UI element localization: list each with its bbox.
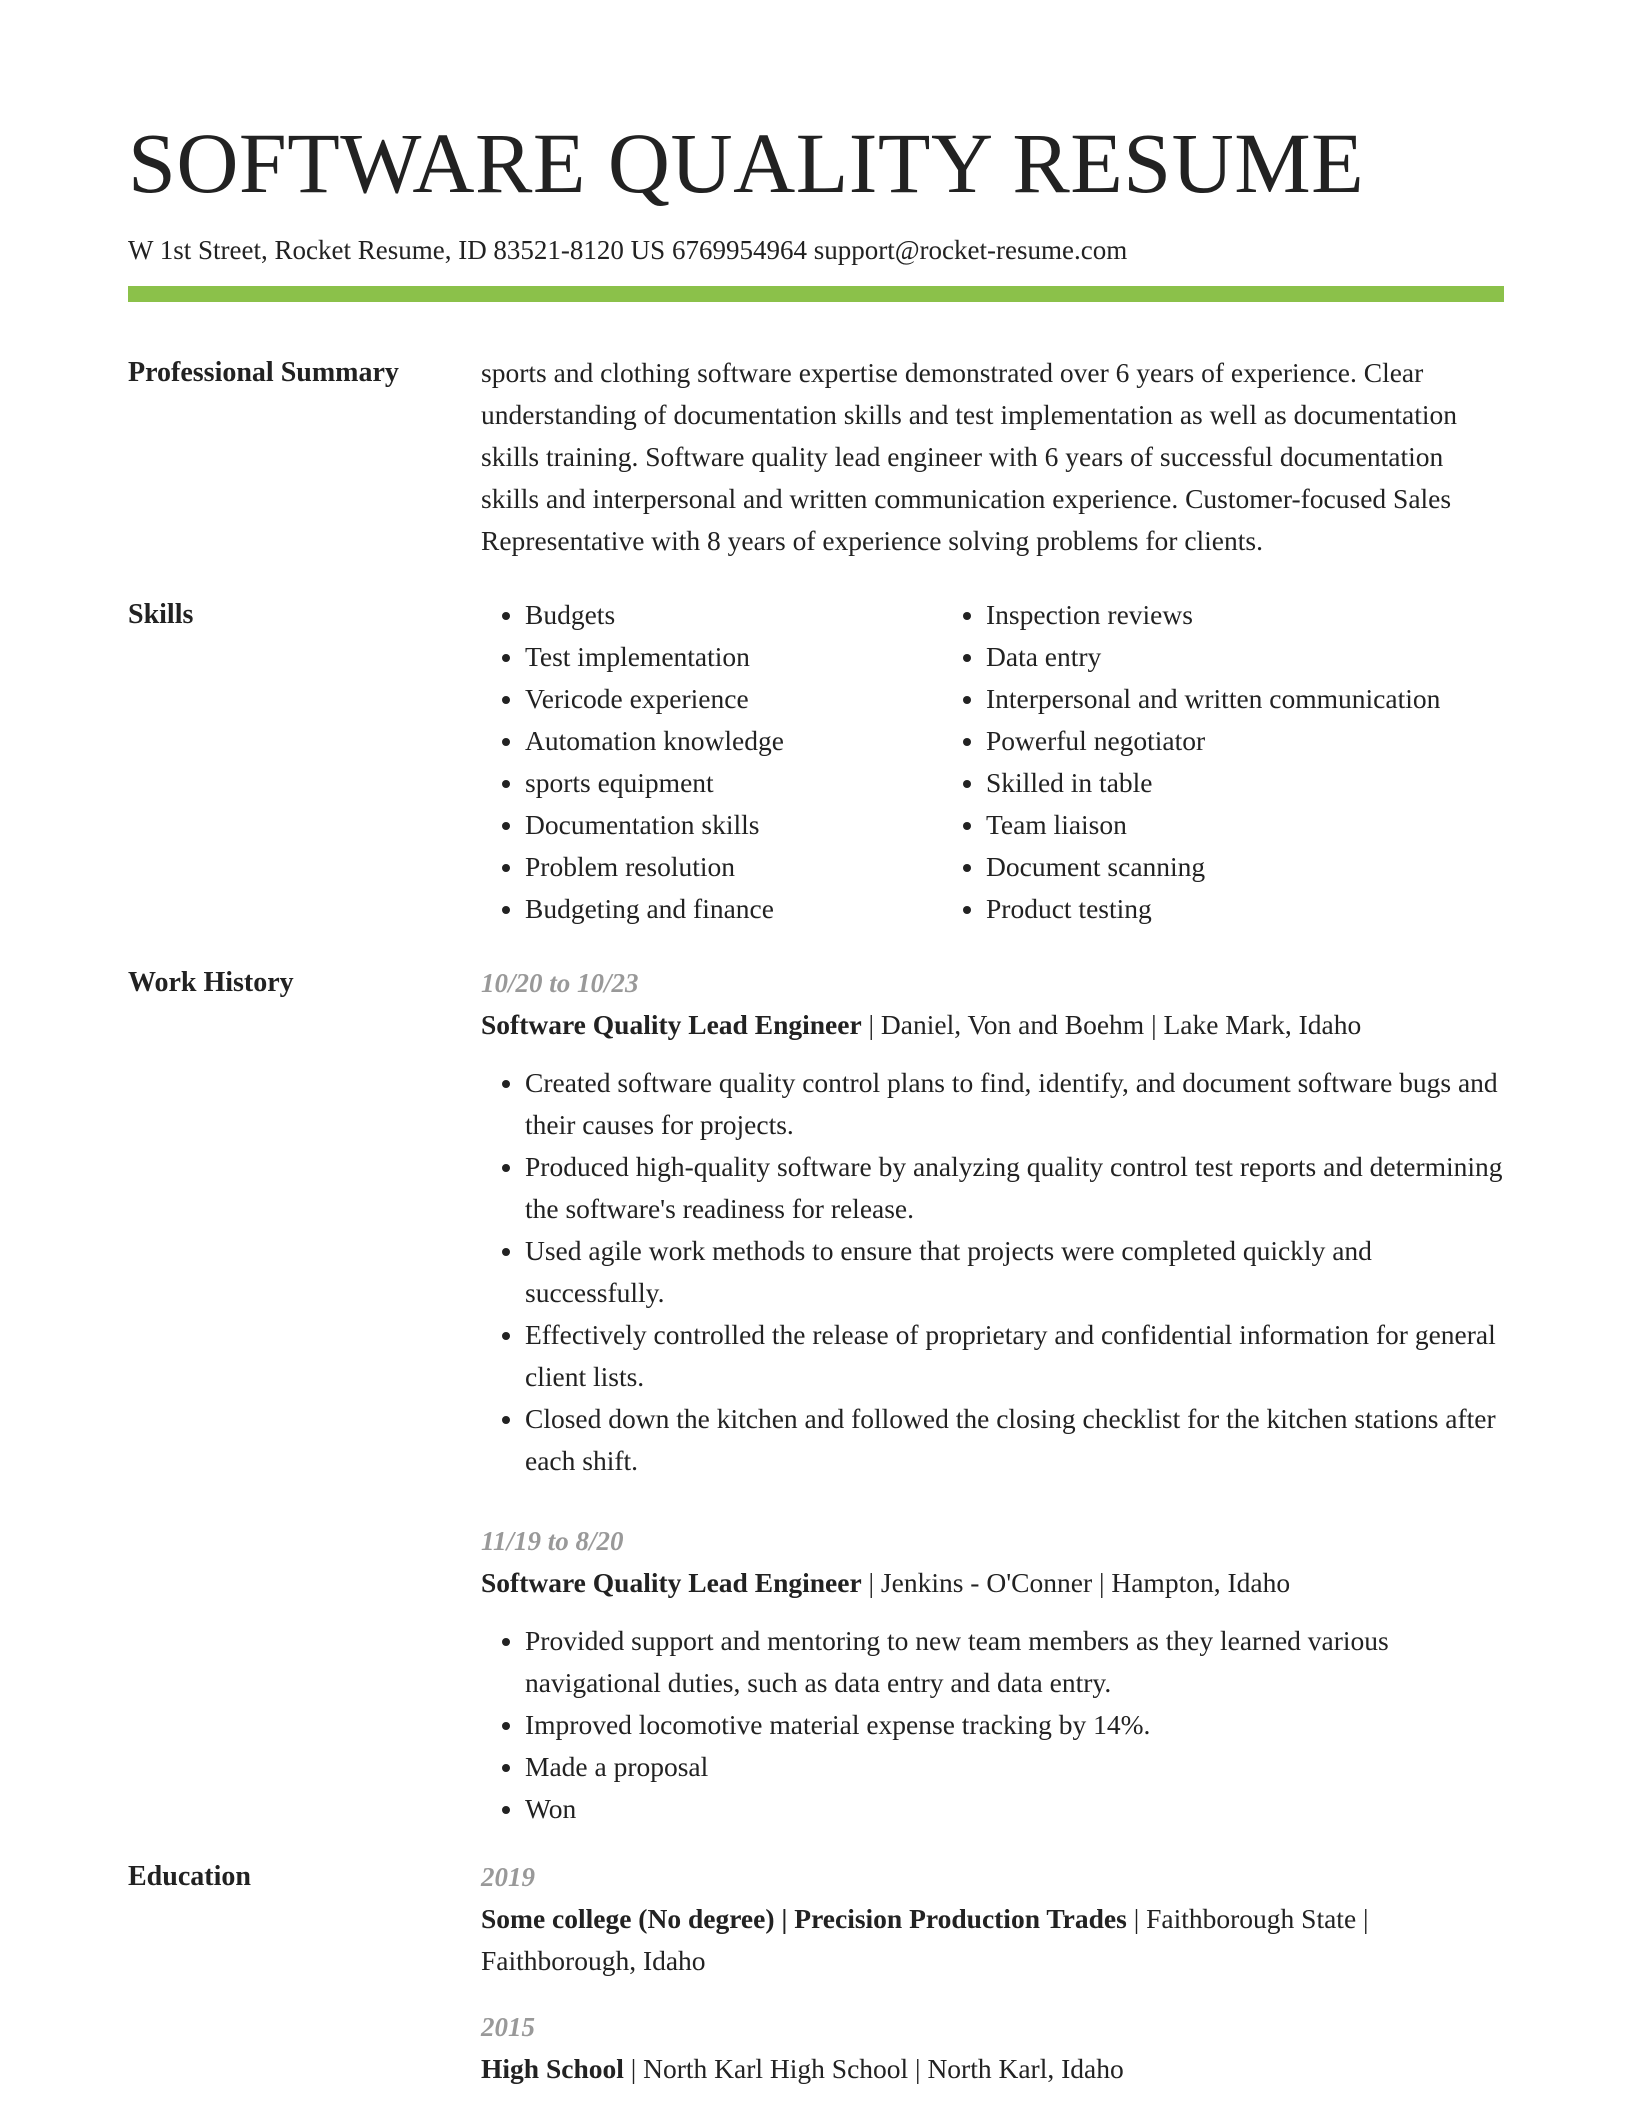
skill-item: • Skilled in table	[986, 762, 1440, 804]
skills-column-2	[942, 594, 1440, 930]
job-details: | Daniel, Von and Boehm | Lake Mark, Idaho	[861, 1009, 1362, 1041]
job-bullet: • Improved locomotive material expense tracking by 14%.	[525, 1704, 1504, 1746]
education-body	[481, 1856, 1504, 2090]
work-history-title: Work History	[128, 967, 294, 999]
skills-section	[128, 594, 1504, 930]
skill-item: • Vericode experience	[525, 678, 942, 720]
skill-item: • Data entry	[986, 636, 1440, 678]
resume-name: SOFTWARE QUALITY RESUME	[128, 115, 1365, 211]
summary-section	[128, 352, 1504, 562]
summary-text: sports and clothing software expertise demonstrated over 6 years of experience. Clear understanding of documentation skills and test implementation as well as documentation skills training. Software quality lead engineer with 6 years of successful documentation skills and interpersonal and written communication experience. Customer-focused Sales Representative with 8 years of experience solving problems for clients.	[481, 357, 1458, 557]
education-date: 2019	[481, 1862, 535, 1893]
job-bullets	[481, 1062, 1504, 1482]
skills-title: Skills	[128, 599, 194, 631]
job-entry	[481, 962, 1504, 1482]
job-entry	[481, 1520, 1504, 1830]
skill-item: • Budgeting and finance	[525, 888, 942, 930]
skill-item: • Team liaison	[986, 804, 1440, 846]
education-entry	[481, 2006, 1504, 2090]
header-rule	[128, 286, 1504, 302]
education-date: 2015	[481, 2012, 535, 2043]
education-details: | North Karl High School | North Karl, Idaho	[623, 2053, 1124, 2085]
job-role: Software Quality Lead Engineer	[481, 1009, 862, 1041]
education-title: Education	[128, 1861, 251, 1893]
job-heading	[481, 1562, 1504, 1604]
work-history-section	[128, 962, 1504, 1830]
work-history-body	[481, 962, 1504, 1830]
skill-item: • Automation knowledge	[525, 720, 942, 762]
job-bullet: • Closed down the kitchen and followed the closing checklist for the kitchen stations after each shift.	[525, 1398, 1504, 1482]
skill-item: • Problem resolution	[525, 846, 942, 888]
skill-item: • Powerful negotiator	[986, 720, 1440, 762]
job-bullet: • Effectively controlled the release of proprietary and confidential information for general client lists.	[525, 1314, 1504, 1398]
skill-item: • Test implementation	[525, 636, 942, 678]
skill-item: • Product testing	[986, 888, 1440, 930]
skills-body	[481, 594, 1504, 930]
skills-grid	[481, 594, 1504, 930]
job-bullet: • Provided support and mentoring to new team members as they learned various navigational duties, such as data entry and data entry.	[525, 1620, 1504, 1704]
job-bullet: • Won	[525, 1788, 1504, 1830]
education-details: | Faithborough State | Faithborough, Idaho	[481, 1903, 1369, 1977]
education-degree: High School	[481, 2053, 624, 2085]
job-date: 11/19 to 8/20	[481, 1526, 624, 1557]
job-heading	[481, 1004, 1504, 1046]
job-bullet: • Made a proposal	[525, 1746, 1504, 1788]
job-bullet: • Used agile work methods to ensure that projects were completed quickly and successfully.	[525, 1230, 1504, 1314]
skill-item: • Document scanning	[986, 846, 1440, 888]
summary-title: Professional Summary	[128, 357, 399, 389]
skill-item: • Budgets	[525, 594, 942, 636]
skill-item: • Interpersonal and written communication	[986, 678, 1440, 720]
skill-item: • sports equipment	[525, 762, 942, 804]
education-entry	[481, 1856, 1504, 1982]
skill-item: • Documentation skills	[525, 804, 942, 846]
education-heading	[481, 2048, 1504, 2090]
contact-line: W 1st Street, Rocket Resume, ID 83521-8120 US 6769954964 support@rocket-resume.com	[128, 235, 1128, 265]
education-degree: Some college (No degree) | Precision Production Trades	[481, 1903, 1127, 1935]
skills-column-1	[481, 594, 942, 930]
job-bullets	[481, 1620, 1504, 1830]
job-role: Software Quality Lead Engineer	[481, 1567, 862, 1599]
job-bullet: • Created software quality control plans to find, identify, and document software bugs and their causes for projects.	[525, 1062, 1504, 1146]
job-details: | Jenkins - O'Conner | Hampton, Idaho	[861, 1567, 1291, 1599]
education-section	[128, 1856, 1504, 2090]
skill-item: • Inspection reviews	[986, 594, 1440, 636]
education-heading	[481, 1898, 1504, 1982]
job-date: 10/20 to 10/23	[481, 968, 639, 999]
job-bullet: • Produced high-quality software by analyzing quality control test reports and determining the software's readiness for release.	[525, 1146, 1504, 1230]
